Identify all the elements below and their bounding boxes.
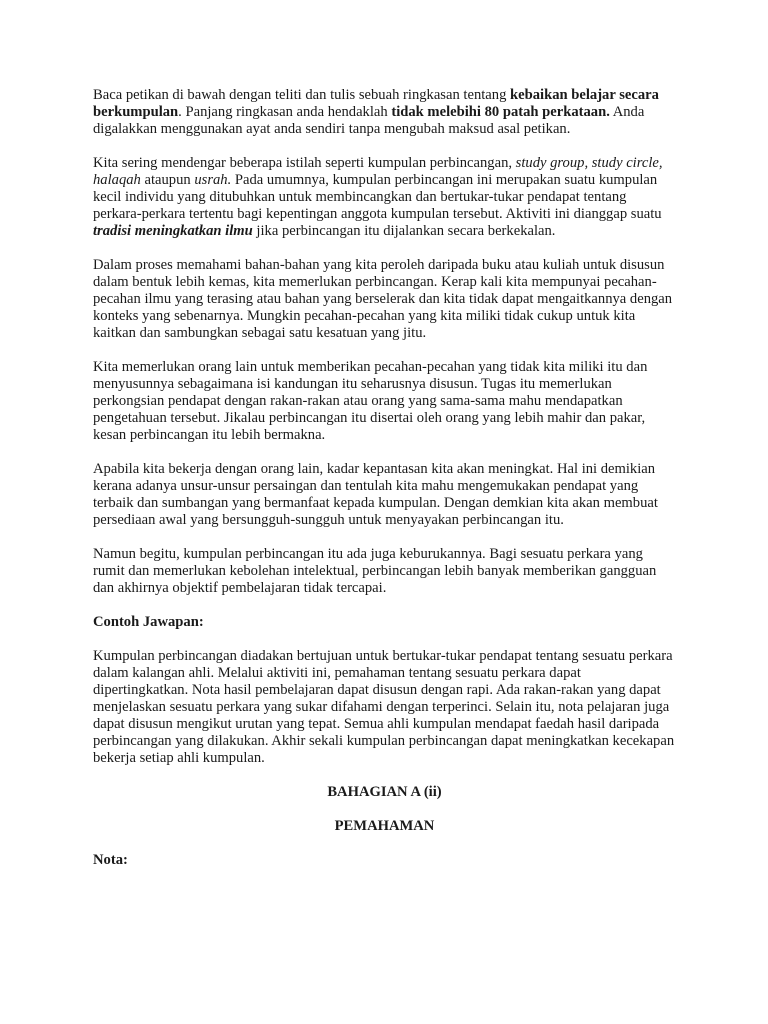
- section-subtitle: PEMAHAMAN: [334, 818, 435, 834]
- paragraph-text: Kita sering mendengar beberapa istilah seperti kumpulan perbincangan,: [93, 155, 516, 171]
- passage-paragraph-2: Dalam proses memahami bahan-bahan yang kita peroleh daripada buku atau kuliah untuk disusun dalam bentuk lebih kemas, kita memerlukan perbincangan. Kerap kali kita mempunyai pecahan-pecahan ilmu yang terasing atau bahan yang berselerak dan kita tidak dapat mengaitkannya dengan konteks yang sebenarnya. Mungkin pecahan-pecahan yang kita miliki tidak cukup untuk kita kaitkan dan sambungkan sebagai satu kesatuan yang jitu.: [93, 257, 673, 341]
- instruction-text: Anda digalakkan menggunakan ayat anda sendiri tanpa mengubah maksud asal petikan.: [93, 104, 645, 137]
- instruction-paragraph: [93, 87, 676, 138]
- italic-term: usrah.: [194, 172, 232, 188]
- passage-paragraph-4: Apabila kita bekerja dengan orang lain, kadar kepantasan kita akan meningkat. Hal ini demikian kerana adanya unsur-unsur persaingan dan tentulah kita mahu mengemukakan pendapat yang terbaik dan sumbangan yang bermanfaat kepada kumpulan. Dengan demkian kita akan membuat persediaan awal yang bersungguh-sungguh untuk menyayakan perbincangan itu.: [93, 461, 658, 528]
- instruction-topic: kebaikan belajar secara berkumpulan: [93, 87, 659, 120]
- instruction-word-limit: tidak melebihi 80 patah perkataan.: [391, 104, 610, 120]
- answer-heading: Contoh Jawapan:: [93, 614, 204, 630]
- section-title: BAHAGIAN A (ii): [327, 784, 442, 800]
- instruction-text: . Panjang ringkasan anda hendaklah: [178, 104, 392, 120]
- answer-paragraph: Kumpulan perbincangan diadakan bertujuan untuk bertukar-tukar pendapat tentang sesuatu perkara dalam kalangan ahli. Melalui aktiviti ini, pemahaman tentang sesuatu perkara dapat dipertingkatkan. Nota hasil pembelajaran dapat disusun dengan rapi. Ada rakan-rakan yang dapat menjelaskan sesuatu perkara yang sukar difahami dengan terperinci. Selain itu, nota pelajaran juga dapat disusun mengikut urutan yang tepat. Semua ahli kumpulan mendapat faedah hasil daripada perbincangan yang dilakukan. Akhir sekali kumpulan perbincangan dapat meningkatkan kecekapan bekerja setiap ahli kumpulan.: [93, 648, 675, 766]
- passage-paragraph-3: Kita memerlukan orang lain untuk memberikan pecahan-pecahan yang tidak kita miliki itu dan menyusunnya sebagaimana isi kandungan itu seharusnya disusun. Tugas itu memerlukan perkongsian pendapat dengan rakan-rakan atau orang yang sama-sama mahu mendapatkan pengetahuan tersebut. Jikalau perbincangan itu disertai oleh orang yang lebih mahir dan pakar, kesan perbincangan itu lebih bermakna.: [93, 359, 648, 443]
- passage-paragraph-5: Namun begitu, kumpulan perbincangan itu ada juga keburukannya. Bagi sesuatu perkara yang rumit dan memerlukan kebolehan intelektual, perbincangan lebih banyak memberikan gangguan dan akhirnya objektif pembelajaran tidak tercapai.: [93, 546, 657, 596]
- instruction-text: Baca petikan di bawah dengan teliti dan tulis sebuah ringkasan tentang: [93, 87, 511, 103]
- paragraph-text: jika perbincangan itu dijalankan secara berkekalan.: [252, 223, 556, 239]
- italic-terms: study group, study circle, halaqah: [93, 155, 663, 188]
- paragraph-text: ataupun: [140, 172, 195, 188]
- paragraph-text: Pada umumnya, kumpulan perbincangan ini merupakan suatu kumpulan kecil individu yang ditubuhkan untuk membincangkan dan bertukar-tukar pendapat tentang perkara-perkara tertentu bagi kepentingan anggota kumpulan tersebut. Aktiviti ini dianggap suatu: [93, 172, 662, 222]
- nota-label: Nota:: [93, 852, 128, 868]
- bold-italic-phrase: tradisi meningkatkan ilmu: [93, 223, 253, 239]
- document-page: [93, 87, 676, 886]
- passage-paragraph-1: [93, 155, 676, 240]
